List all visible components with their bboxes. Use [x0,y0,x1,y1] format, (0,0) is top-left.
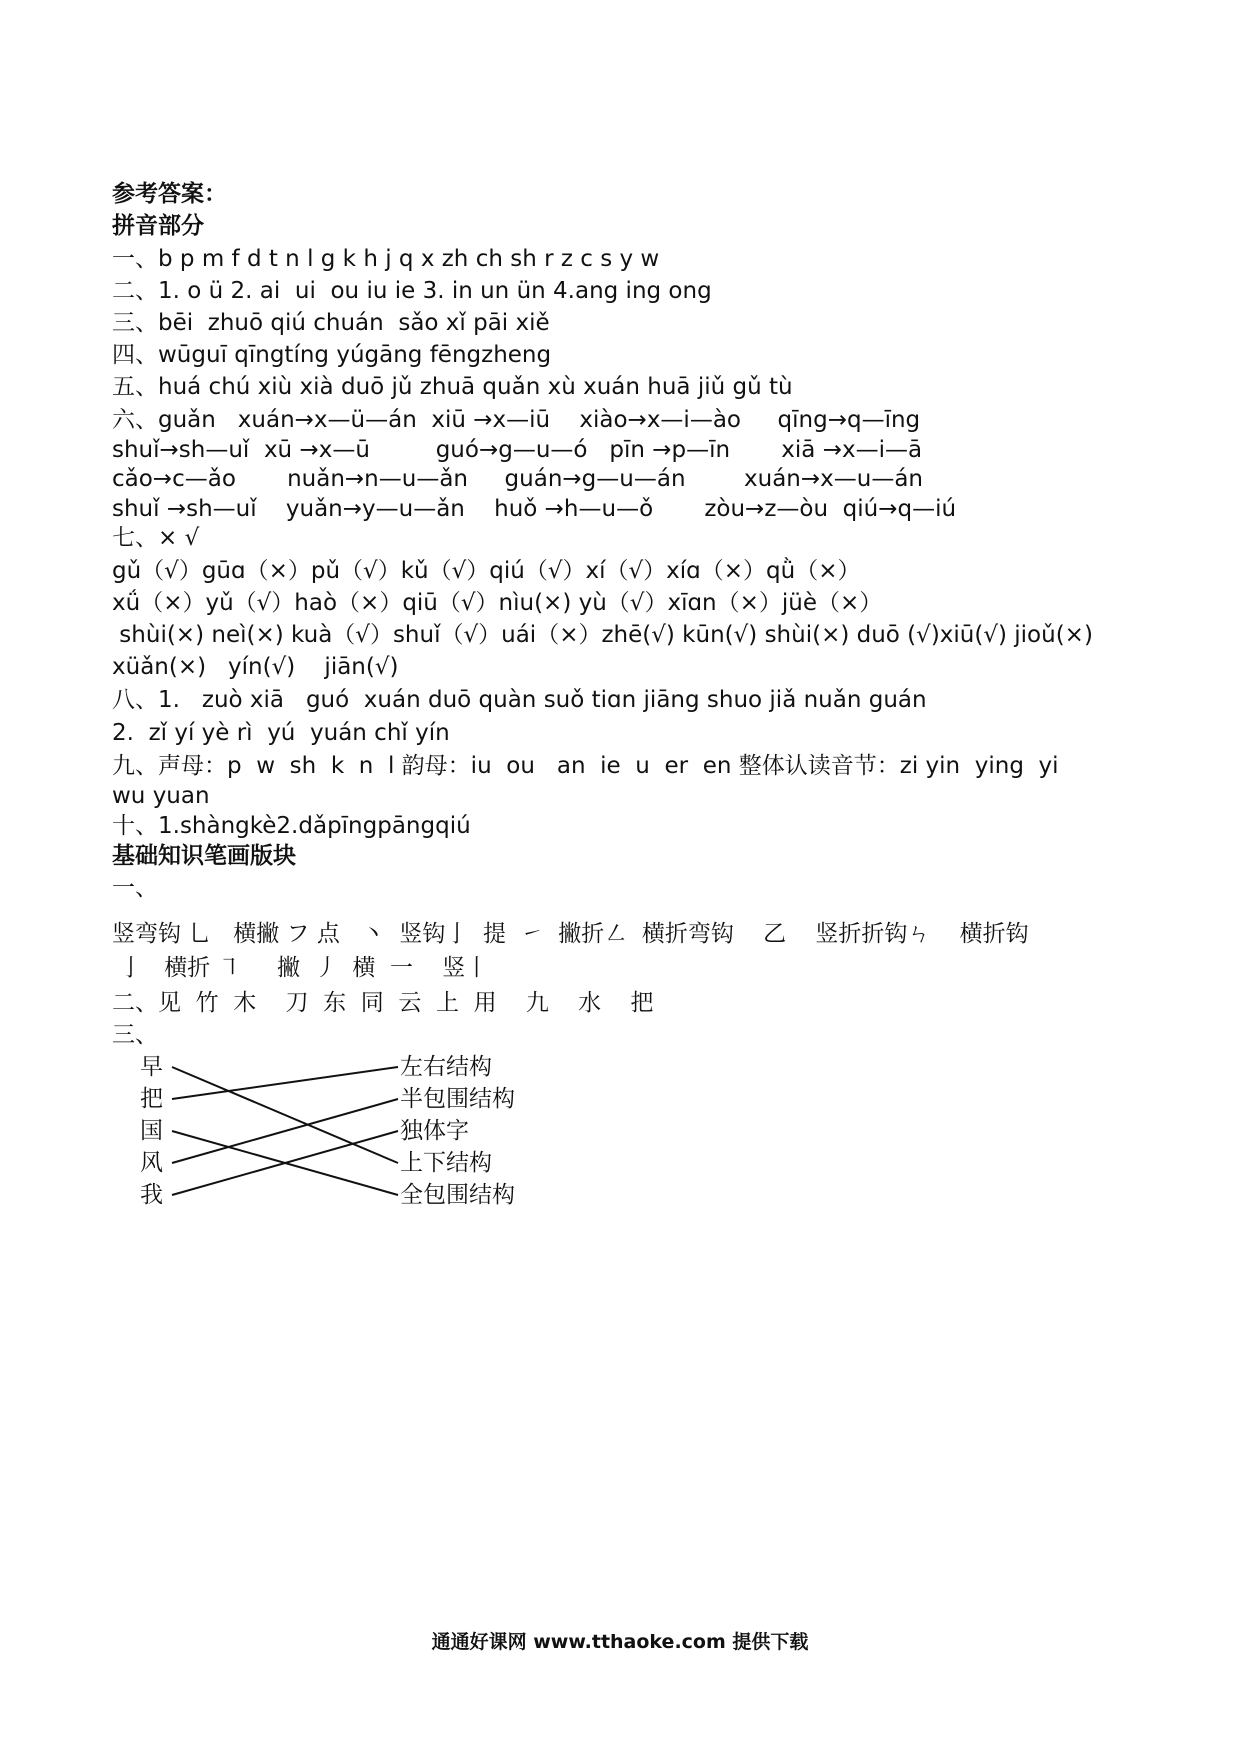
pinyin-answer-line: 一、b p m f d t n l g k h j q x zh ch sh r z c s y w [112,246,660,272]
match-left-char: 我 [140,1182,163,1208]
match-right-structure: 左右结构 [400,1054,492,1080]
pinyin-section-heading: 拼音部分 [112,213,204,239]
pinyin-answer-line: xǘ（×）yǔ（√）haò（×）qiū（√）nìu(×) yù（√）xīɑn（×）jüè（×） [112,590,883,616]
pinyin-answer-line: shùi(×) neì(×) kuà（√）shuǐ（√）uái（×）zhē(√) kūn(√) shùi(×) duō (√)xiū(√) jioǔ(×) [112,622,1093,648]
footer-source-text: 通通好课网 www.tthaoke.com 提供下载 [431,1631,809,1653]
strokes-answer-line: 三、 [112,1022,158,1048]
pinyin-answer-line: shuǐ →sh—uǐ yuǎn→y—u—ǎn huǒ →h—u—ǒ zòu→z—òu qiú→q—iú [112,496,957,522]
match-left-char: 把 [140,1086,163,1112]
strokes-answer-line: 二、见 竹 木 刀 东 同 云 上 用 九 水 把 [112,990,654,1016]
matching-lines [130,1038,430,1218]
pinyin-answer-line: 六、guǎn xuán→x—ü—án xiū →x—iū xiào→x—i—ào qīng→q—īng [112,407,921,433]
match-right-structure: 全包围结构 [400,1182,515,1208]
pinyin-answer-line: wu yuan [112,783,210,809]
match-left-char: 早 [140,1054,163,1080]
pinyin-answer-line: 七、× √ [112,525,200,551]
pinyin-answer-line: 三、bēi zhuō qiú chuán sǎo xǐ pāi xiě [112,310,550,336]
match-left-char: 风 [140,1150,163,1176]
match-connector-line [172,1067,398,1099]
pinyin-answer-line: 八、1. zuò xiā guó xuán duō quàn suǒ tiɑn jiāng shuo jiǎ nuǎn guán [112,687,927,713]
pinyin-answer-line: cǎo→c—ǎo nuǎn→n—u—ǎn guán→g—u—án xuán→x—u—án [112,466,923,492]
strokes-section-heading: 基础知识笔画版块 [112,843,296,869]
match-right-structure: 独体字 [400,1118,469,1144]
pinyin-answer-line: 九、声母：p w sh k n l 韵母：iu ou an ie u er en 整体认读音节：zi yin ying yi [112,753,1059,779]
match-connector-line [172,1067,398,1163]
pinyin-answer-line: 四、wūguī qīngtíng yúgāng fēngzheng [112,342,552,368]
answer-title: 参考答案： [112,181,227,207]
match-left-char: 国 [140,1118,163,1144]
strokes-answer-line: 亅 横折 ㇕ 撇 丿 横 一 竖丨 [112,955,489,981]
pinyin-answer-line: xüǎn(×) yín(√) jiān(√) [112,654,399,680]
match-right-structure: 半包围结构 [400,1086,515,1112]
match-right-structure: 上下结构 [400,1150,492,1176]
match-connector-line [172,1099,398,1163]
pinyin-answer-line: 二、1. o ü 2. ai ui ou iu ie 3. in un ün 4.ang ing ong [112,278,712,304]
pinyin-answer-line: gǔ（√）gūɑ（×）pǔ（√）kǔ（√）qiú（√）xí（√）xíɑ（×）qǜ（×） [112,558,861,584]
pinyin-answer-line: 2. zǐ yí yè rì yú yuán chǐ yín [112,720,450,746]
pinyin-answer-line: 十、1.shàngkè2.dǎpīngpāngqiú [112,813,471,839]
strokes-answer-line: 竖弯钩 乚 横撇 フ 点 丶 竖钩亅 提 ㇀ 撇折㇜ 横折弯钩 乙 竖折折钩ㄣ 横折钩 [112,921,1029,947]
pinyin-answer-line: 五、huá chú xiù xià duō jǔ zhuā quǎn xù xuán huā jiǔ gǔ tù [112,374,793,400]
pinyin-answer-line: shuǐ→sh—uǐ xū →x—ū guó→g—u—ó pīn →p—īn xiā →x—i—ā [112,437,923,463]
strokes-answer-line: 一、 [112,875,158,901]
